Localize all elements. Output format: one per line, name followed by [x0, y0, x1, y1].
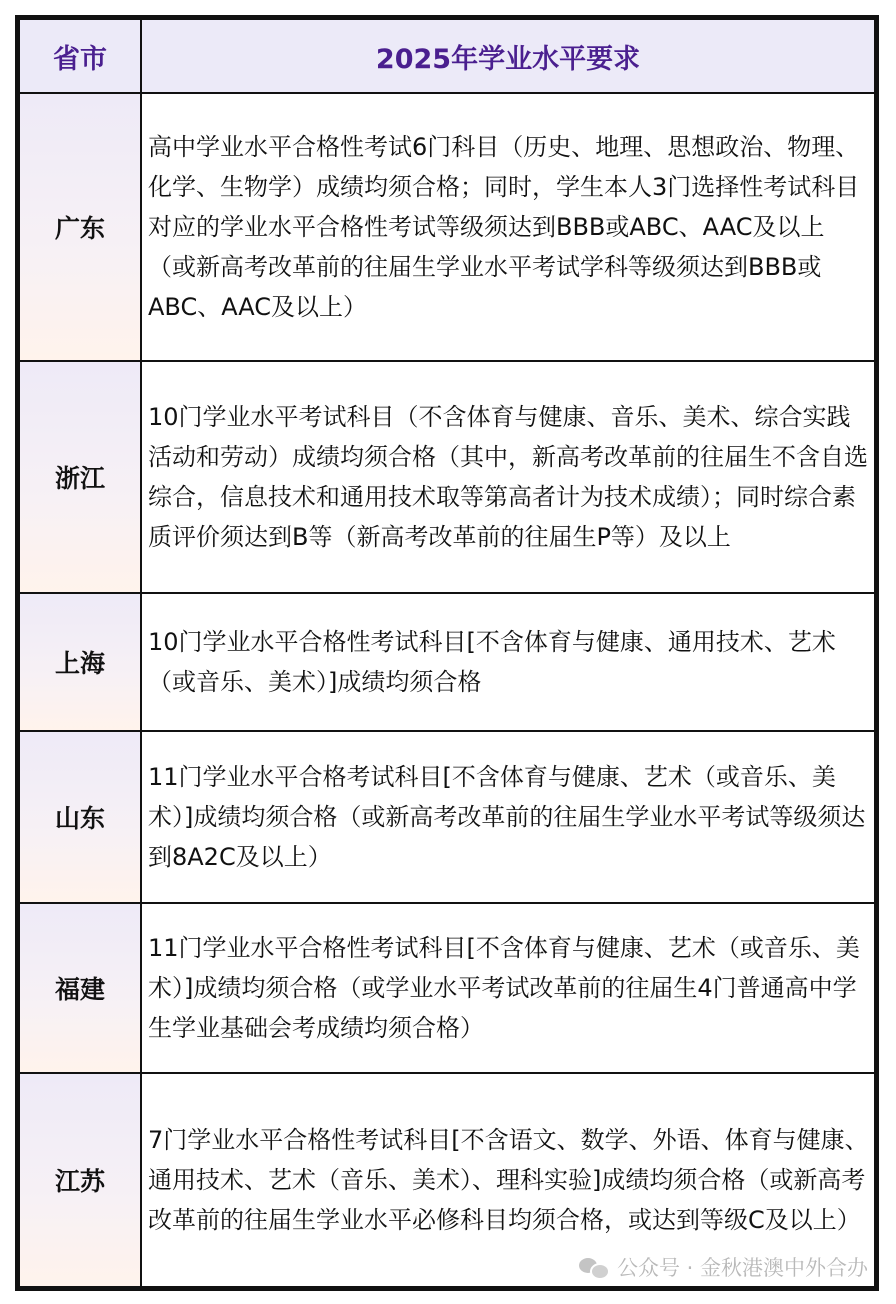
requirements-table — [15, 15, 879, 1291]
province-cell: 福建 — [19, 903, 141, 1073]
table-row — [19, 593, 875, 731]
table-row — [19, 903, 875, 1073]
table-row — [19, 361, 875, 593]
table-row — [19, 93, 875, 361]
province-cell: 江苏 — [19, 1073, 141, 1287]
wechat-icon — [579, 1256, 609, 1278]
watermark — [579, 1252, 868, 1282]
requirement-cell: 11门学业水平合格性考试科目[不含体育与健康、艺术（或音乐、美术）]成绩均须合格（或学业水平考试改革前的往届生4门普通高中学生学业基础会考成绩均须合格） — [141, 903, 875, 1073]
requirement-cell: 7门学业水平合格性考试科目[不含语文、数学、外语、体育与健康、通用技术、艺术（音乐、美术）、理科实验]成绩均须合格（或新高考改革前的往届生学业水平必修科目均须合格，或达到等级C及以上） — [141, 1073, 875, 1287]
table-header-row — [19, 19, 875, 93]
header-province: 省市 — [19, 19, 141, 93]
province-cell: 上海 — [19, 593, 141, 731]
requirement-cell: 11门学业水平合格考试科目[不含体育与健康、艺术（或音乐、美术）]成绩均须合格（或新高考改革前的往届生学业水平考试等级须达到8A2C及以上） — [141, 731, 875, 903]
province-cell: 浙江 — [19, 361, 141, 593]
province-cell: 山东 — [19, 731, 141, 903]
watermark-text: 公众号 · 金秋港澳中外合办 — [616, 1256, 868, 1280]
requirement-cell: 高中学业水平合格性考试6门科目（历史、地理、思想政治、物理、化学、生物学）成绩均须合格；同时，学生本人3门选择性考试科目对应的学业水平合格性考试等级须达到BBB或ABC、AAC及以上（或新高考改革前的往届生学业水平考试学科等级须达到BBB或ABC、AAC及以上） — [141, 93, 875, 361]
province-cell: 广东 — [19, 93, 141, 361]
requirement-cell: 10门学业水平考试科目（不含体育与健康、音乐、美术、综合实践活动和劳动）成绩均须合格（其中，新高考改革前的往届生不含自选综合，信息技术和通用技术取等第高者计为技术成绩）；同时综合素质评价须达到B等（新高考改革前的往届生P等）及以上 — [141, 361, 875, 593]
requirement-cell: 10门学业水平合格性考试科目[不含体育与健康、通用技术、艺术（或音乐、美术）]成绩均须合格 — [141, 593, 875, 731]
table-row — [19, 731, 875, 903]
header-requirement: 2025年学业水平要求 — [141, 19, 875, 93]
